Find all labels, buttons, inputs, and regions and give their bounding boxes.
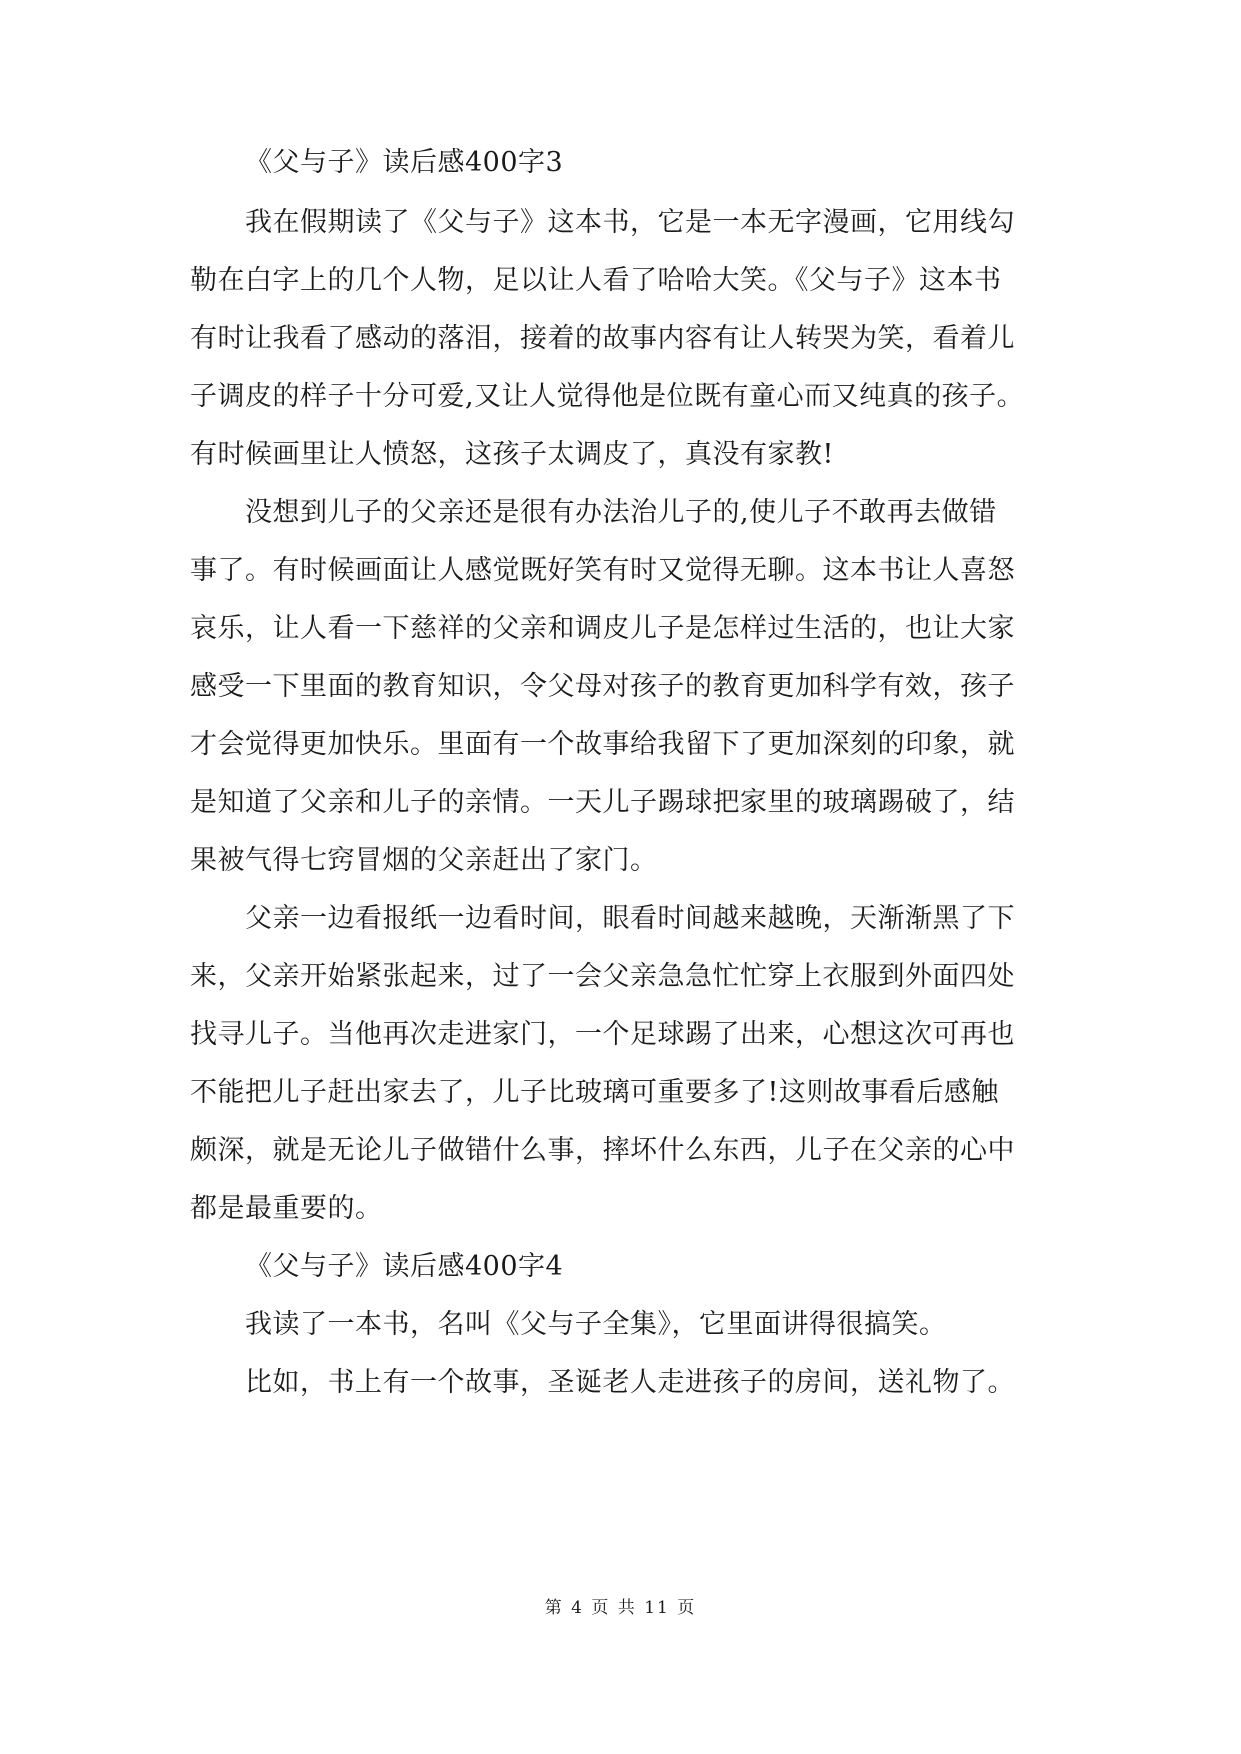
section-heading: 《父与子》读后感400字4 [245,1251,564,1282]
paragraph-line: 有时让我看了感动的落泪，接着的故事内容有让人转哭为笑，看着儿 [190,323,1015,354]
paragraph-line: 没想到儿子的父亲还是很有办法治儿子的,使儿子不敢再去做错 [245,497,997,528]
paragraph-line: 找寻儿子。当他再次走进家门，一个足球踢了出来，心想这次可再也 [190,1019,1015,1050]
paragraph-line: 是知道了父亲和儿子的亲情。一天儿子踢球把家里的玻璃踢破了，结 [190,787,1015,818]
paragraph-line: 子调皮的样子十分可爱,又让人觉得他是位既有童心而又纯真的孩子。 [190,381,1025,412]
section-heading: 《父与子》读后感400字3 [245,147,564,178]
paragraph-line: 来，父亲开始紧张起来，过了一会父亲急急忙忙穿上衣服到外面四处 [190,961,1015,992]
paragraph-line: 事了。有时候画面让人感觉既好笑有时又觉得无聊。这本书让人喜怒 [190,555,1015,586]
paragraph-line: 有时候画里让人愤怒，这孩子太调皮了，真没有家教! [190,439,834,470]
paragraph-line: 感受一下里面的教育知识，令父母对孩子的教育更加科学有效，孩子 [190,671,1015,702]
paragraph-line: 比如，书上有一个故事，圣诞老人走进孩子的房间，送礼物了。 [245,1367,1015,1398]
paragraph-line: 父亲一边看报纸一边看时间，眼看时间越来越晚，天渐渐黑了下 [245,903,1015,934]
paragraph-line: 我读了一本书，名叫《父与子全集》，它里面讲得很搞笑。 [245,1309,947,1340]
paragraph-line: 才会觉得更加快乐。里面有一个故事给我留下了更加深刻的印象，就 [190,729,1015,760]
page-number-footer: 第 4 页 共 11 页 [544,1598,697,1618]
paragraph-line: 不能把儿子赶出家去了，儿子比玻璃可重要多了!这则故事看后感触 [190,1077,999,1108]
paragraph-line: 颇深，就是无论儿子做错什么事，摔坏什么东西，儿子在父亲的心中 [190,1135,1015,1166]
paragraph-line: 勒在白字上的几个人物，足以让人看了哈哈大笑。《父与子》这本书 [190,265,1002,296]
paragraph-line: 果被气得七窍冒烟的父亲赶出了家门。 [190,845,658,876]
paragraph-line: 我在假期读了《父与子》这本书，它是一本无字漫画，它用线勾 [245,207,1015,238]
paragraph-line: 哀乐，让人看一下慈祥的父亲和调皮儿子是怎样过生活的，也让大家 [190,613,1015,644]
paragraph-line: 都是最重要的。 [190,1193,383,1224]
